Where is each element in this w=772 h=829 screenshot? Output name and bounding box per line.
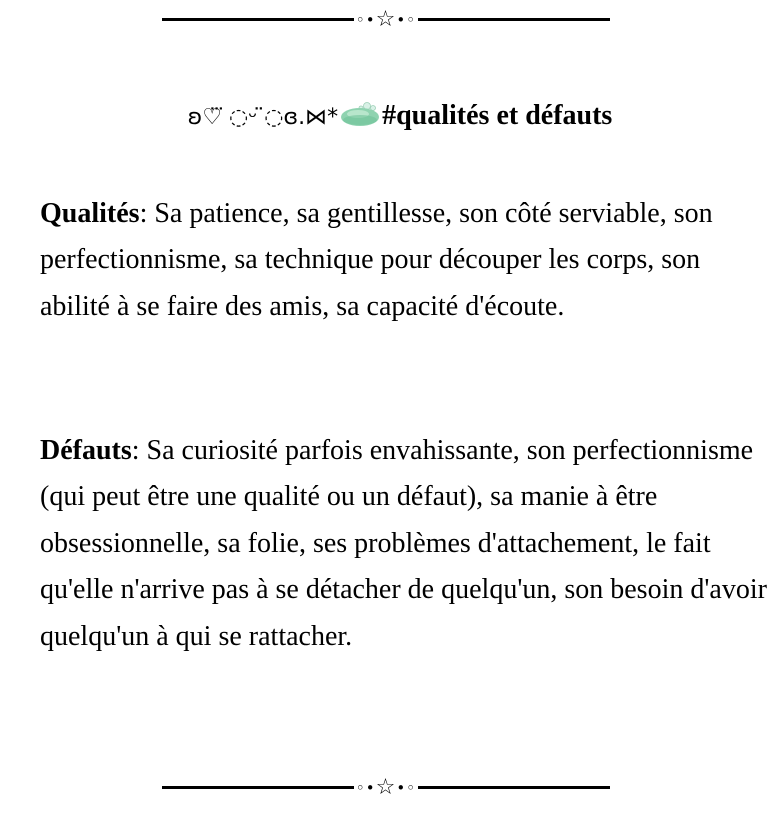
qualites-paragraph (40, 191, 772, 330)
divider-line-right (418, 18, 610, 21)
star-icon: ☆ (375, 775, 397, 800)
top-divider (0, 4, 772, 35)
divider-line-left (162, 18, 354, 21)
divider-line-left (162, 786, 354, 789)
bottom-divider (0, 772, 772, 803)
divider-ornament: ◦•☆•◦ (355, 775, 417, 800)
qualites-text: Sa patience, sa gentillesse, son côté serviable, son perfectionnisme, sa technique pour découper les corps, son abilité à se faire des amis, sa capacité d'écoute. (40, 198, 713, 322)
divider-line-right (418, 786, 610, 789)
defauts-separator: : (131, 435, 140, 466)
defauts-paragraph (40, 428, 772, 660)
heading-title: #qualités et défauts (382, 100, 613, 131)
qualites-label: Qualités (40, 198, 140, 229)
qualites-separator: : (139, 198, 148, 229)
section-heading (0, 96, 772, 138)
defauts-text: Sa curiosité parfois envahissante, son perfectionnisme (qui peut être une qualité ou un défaut), sa manie à être obsessionnelle, sa folie, ses problèmes d'attachement, le fait qu'elle n'arrive pas à se détacher de quelqu'un, son besoin d'avoir quelqu'un à qui se rattacher. (40, 435, 767, 652)
defauts-label: Défauts (40, 435, 132, 466)
star-icon: ☆ (375, 7, 397, 32)
heading-decoration: ʚ♡⃛ ◌ᵕ ̈◌ɞ.⋈* (187, 105, 339, 130)
soap-icon (339, 101, 381, 127)
divider-ornament: ◦•☆•◦ (355, 7, 417, 32)
